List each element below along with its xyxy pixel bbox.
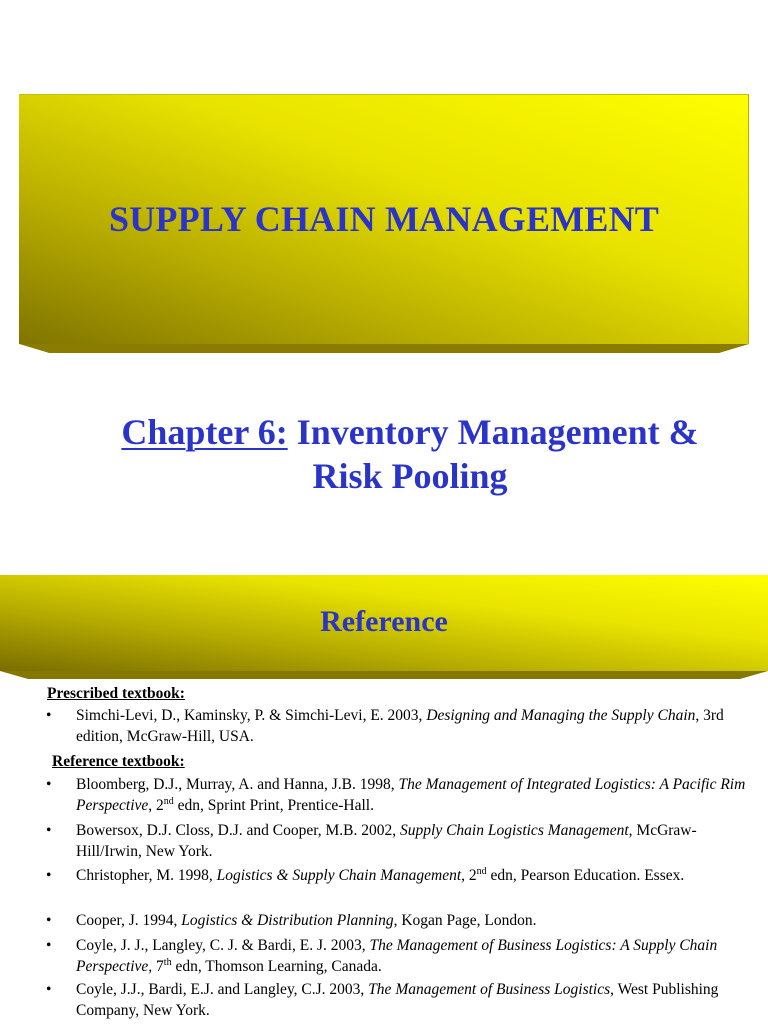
main-title: SUPPLY CHAIN MANAGEMENT [109, 199, 659, 239]
bullet: • [46, 937, 52, 954]
title-banner-bevel [19, 344, 749, 353]
reference-title: Reference [320, 605, 448, 638]
reference-text: Coyle, J. J., Langley, C. J. & Bardi, E. J. 2003, The Management of Business Logistics: A Supply Chain Perspective, 7th edn, Thomson Learning, Canada. [76, 937, 718, 975]
reference-text: Bloomberg, D.J., Murray, A. and Hanna, J.B. 1998, The Management of Integrated Logistics: A Pacific Rim Perspective, 2nd edn, Sprint Print, Prentice-Hall. [76, 776, 746, 814]
bullet: • [46, 912, 52, 929]
reference-text: Christopher, M. 1998, Logistics & Supply Chain Management, 2nd edn, Pearson Education. Essex. [76, 866, 685, 884]
reference-text: Coyle, J.J., Bardi, E.J. and Langley, C.J. 2003, The Management of Business Logistics, West Publishing Company, New York. [76, 981, 719, 1019]
list-item [46, 865, 746, 886]
list-item [46, 935, 746, 977]
bullet: • [46, 867, 52, 884]
bullet: • [46, 981, 52, 998]
reference-banner-bevel [0, 671, 768, 679]
chapter-heading [80, 410, 740, 498]
list-item [46, 979, 746, 1021]
prescribed-heading: Prescribed textbook: [47, 685, 185, 702]
list-item [46, 774, 746, 816]
chapter-title-line2: Risk Pooling [312, 456, 508, 496]
chapter-label: Chapter 6: [121, 412, 288, 452]
reference-text: Cooper, J. 1994, Logistics & Distribution Planning, Kogan Page, London. [76, 912, 537, 929]
reference-text: Simchi-Levi, D., Kaminsky, P. & Simchi-Levi, E. 2003, Designing and Managing the Supply Chain, 3rd edition, McGraw-Hill, USA. [76, 707, 724, 745]
list-item [46, 705, 746, 747]
chapter-title-line1: Inventory Management & [296, 412, 699, 452]
list-item [46, 910, 746, 931]
bullet: • [46, 822, 52, 839]
bullet: • [46, 776, 52, 793]
bullet: • [46, 707, 52, 724]
reference-banner [0, 575, 768, 681]
reference-text: Bowersox, D.J. Closs, D.J. and Cooper, M.B. 2002, Supply Chain Logistics Management, McGraw-Hill/Irwin, New York. [76, 822, 697, 860]
title-banner [19, 94, 749, 354]
reference-heading: Reference textbook: [52, 753, 185, 770]
list-item [46, 820, 746, 862]
